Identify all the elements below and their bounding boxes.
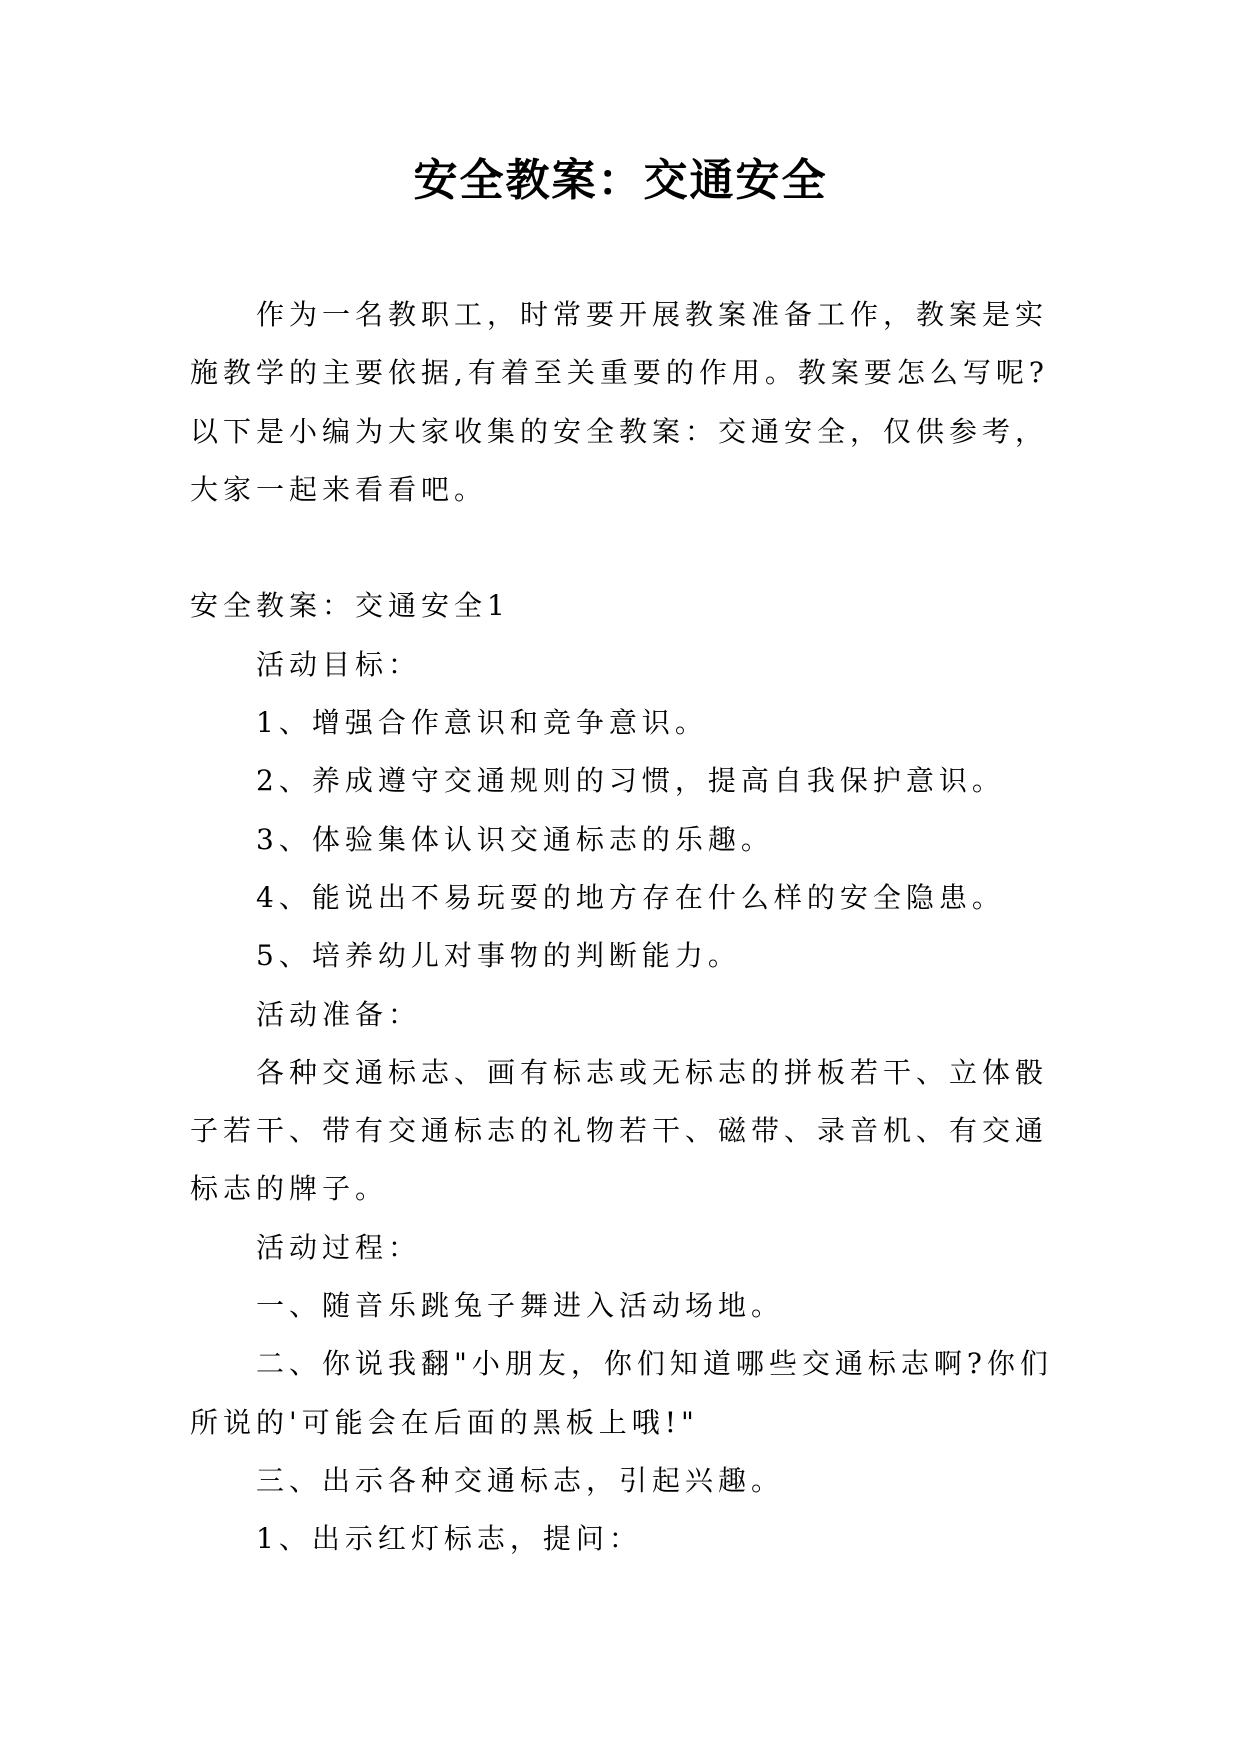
goal-item: 3、体验集体认识交通标志的乐趣。 — [256, 822, 774, 856]
intro-line: 以下是小编为大家收集的安全教案：交通安全，仅供参考， — [190, 414, 1049, 448]
goals-label: 活动目标： — [256, 647, 422, 681]
paragraph-spacer — [190, 519, 1070, 577]
prep-label: 活动准备： — [256, 997, 422, 1031]
goal-item: 2、养成遵守交通规则的习惯，提高自我保护意识。 — [256, 764, 1005, 798]
prep-paragraph — [190, 1044, 1070, 1219]
goal-item: 4、能说出不易玩耍的地方存在什么样的安全隐患。 — [256, 880, 1005, 914]
intro-line: 大家一起来看看吧。 — [190, 472, 488, 506]
section-1 — [190, 577, 1070, 1568]
document-title: 安全教案：交通安全 — [413, 155, 828, 206]
goal-item: 5、培养幼儿对事物的判断能力。 — [256, 939, 741, 973]
prep-line: 子若干、带有交通标志的礼物若干、磁带、录音机、有交通 — [190, 1114, 1049, 1148]
process-line: 所说的'可能会在后面的黑板上哦!" — [190, 1405, 699, 1439]
section-heading: 安全教案：交通安全1 — [190, 589, 510, 623]
goal-item: 1、增强合作意识和竞争意识。 — [256, 706, 708, 740]
process-line: 二、你说我翻"小朋友，你们知道哪些交通标志啊?你们 — [256, 1347, 1053, 1381]
goals-list — [190, 694, 1070, 985]
intro-line: 施教学的主要依据,有着至关重要的作用。教案要怎么写呢? — [190, 356, 1049, 390]
process-line: 1、出示红灯标志，提问： — [256, 1522, 642, 1556]
prep-line: 各种交通标志、画有标志或无标志的拼板若干、立体骰 — [256, 1055, 1049, 1089]
intro-line: 作为一名教职工，时常要开展教案准备工作，教案是实 — [256, 298, 1049, 331]
document-body — [190, 286, 1070, 1569]
process-list — [190, 1277, 1070, 1568]
process-label: 活动过程： — [256, 1230, 422, 1264]
prep-line: 标志的牌子。 — [190, 1172, 389, 1206]
process-line: 一、随音乐跳兔子舞进入活动场地。 — [256, 1289, 785, 1323]
intro-paragraph — [190, 286, 1070, 519]
process-line: 三、出示各种交通标志，引起兴趣。 — [256, 1463, 785, 1497]
